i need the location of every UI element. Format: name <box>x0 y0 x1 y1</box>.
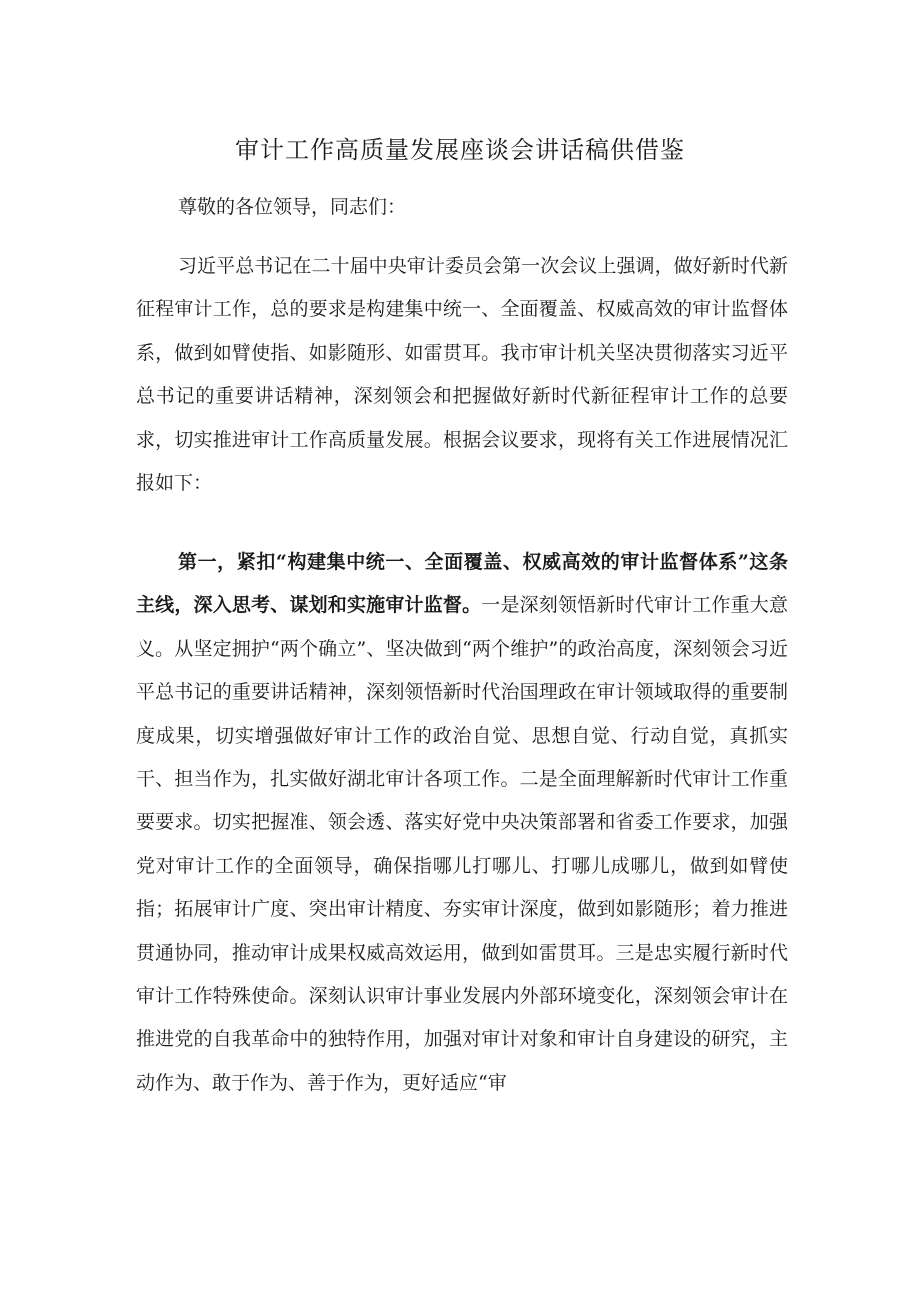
paragraph-intro <box>136 245 788 505</box>
paragraph-first-point-heading: 第一，紧扣“构建集中统一、全面覆盖、权威高效的审计监督体系”这条主线，深入思考、谋划和实施审计监督。 <box>136 551 788 617</box>
paragraph-intro-text: 习近平总书记在二十届中央审计委员会第一次会议上强调，做好新时代新征程审计工作，总的要求是构建集中统一、全面覆盖、权威高效的审计监督体系，做到如臂使指、如影随形、如雷贯耳。我市审计机关坚决贯彻落实习近平总书记的重要讲话精神，深刻领会和把握做好新时代新征程审计工作的总要求，切实推进审计工作高质量发展。根据会议要求，现将有关工作进展情况汇报如下： <box>136 255 788 495</box>
paragraph-first-point-text: 一是深刻领悟新时代审计工作重大意义。从坚定拥护“两个确立”、坚决做到“两个维护”的政治高度，深刻领会习近平总书记的重要讲话精神，深刻领悟新时代治国理政在审计领域取得的重要制度成果，切实增强做好审计工作的政治自觉、思想自觉、行动自觉，真抓实干、担当作为，扎实做好湖北审计各项工作。二是全面理解新时代审计工作重要要求。切实把握准、领会透、落实好党中央决策部署和省委工作要求，加强党对审计工作的全面领导，确保指哪儿打哪儿、打哪儿成哪儿，做到如臂使指；拓展审计广度、突出审计精度、夯实审计深度，做到如影随形；着力推进贯通协同，推动审计成果权威高效运用，做到如雷贯耳。三是忠实履行新时代审计工作特殊使命。深刻认识审计事业发展内外部环境变化，深刻领会审计在推进党的自我革命中的独特作用，加强对审计对象和审计自身建设的研究，主动作为、敢于作为、善于作为，更好适应“审 <box>136 594 788 1094</box>
paragraph-first-point <box>136 541 788 1105</box>
document-title: 审计工作高质量发展座谈会讲话稿供借鉴 <box>235 136 685 164</box>
salutation: 尊敬的各位领导，同志们： <box>178 196 407 218</box>
